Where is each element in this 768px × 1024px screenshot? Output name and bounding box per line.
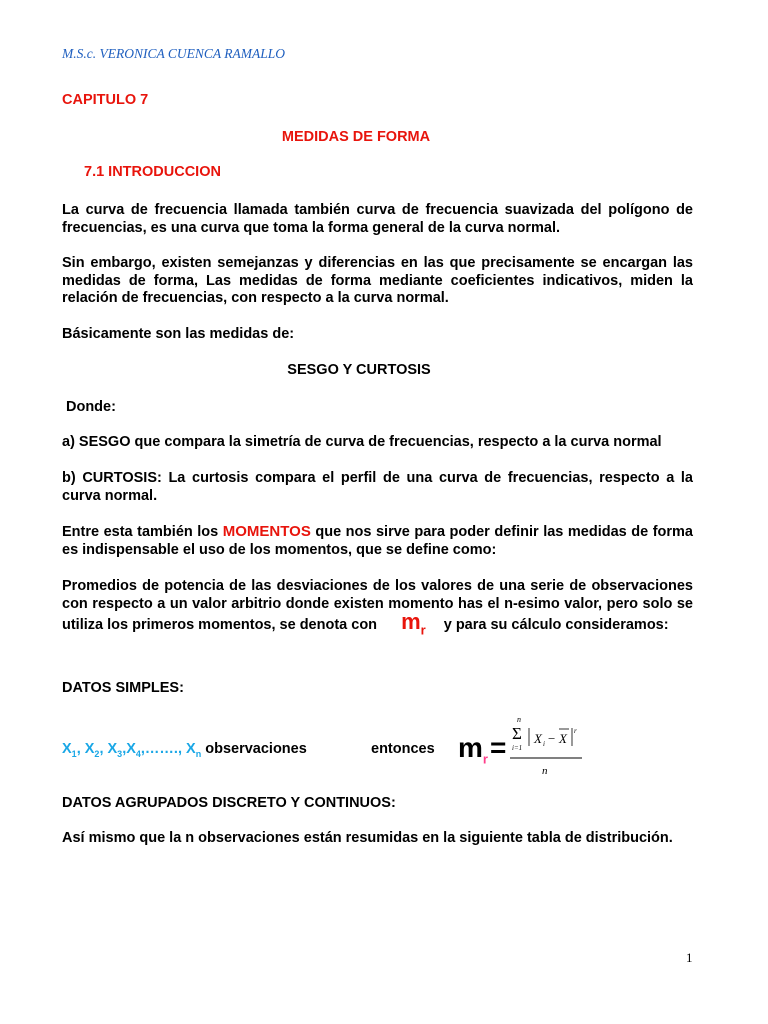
observaciones-label: observaciones [205,741,307,757]
power-r: r [574,727,577,735]
chapter-label: CAPITULO 7 [62,92,149,108]
mr-symbol-formula: $m_r=$ [458,732,507,767]
paragraph-momentos [62,523,693,559]
promedios-text-post: y para su cálculo consideramos: [443,617,669,633]
sum-upper-limit: n [517,715,521,724]
x1-variable: $X_1$, [62,741,81,759]
momentos-text-post: que nos sirve para poder definir las medidas de forma es indispensable el uso de los momentos, que se define como: [62,524,693,558]
definition-sesgo: a) SESGO que compara la simetría de curva de frecuencias, respecto a la curva normal [62,434,662,450]
entonces-label: entonces [371,741,435,757]
sum-lower-limit: i=1 [512,744,523,752]
momentos-highlight: MOMENTOS [222,523,311,540]
subtitle-sesgo-curtosis: SESGO Y CURTOSIS [287,362,431,378]
page-number: 1 [686,950,693,965]
minus-sign: − [548,731,556,746]
paragraph-curve-description: La curva de frecuencia llamada también curva de frecuencia suavizada del polígono de frecuencias, es una curva que toma la forma general de la curva normal. [62,202,693,236]
xn-variable: $X_n$ [186,741,202,759]
xbar-variable: X [559,731,567,746]
denominator-n: n [542,765,548,777]
xi-variable: X [534,731,542,746]
promedios-text: Promedios de potencia de las desviaciones de los valores de una serie de observaciones con respecto a un valor arbitrio donde existen momento has el n-esimo valor, pero solo se utiliza los primeros momentos, se denota con [62,578,693,633]
xi-subscript: i [543,740,545,748]
x4-variable: $X_4$ [126,741,141,759]
x3-variable: $X_3$, [107,741,127,759]
donde-label: Donde: [66,399,116,415]
section-heading: 7.1 INTRODUCCION [84,164,221,180]
paragraph-similarities: Sin embargo, existen semejanzas y diferencias en las que precisamente se encargan las medidas de forma, Las medidas de forma mediante coeficientes indicativos, miden la relación de frecuencias, con respecto a la curva normal. [62,255,693,306]
paragraph-measures-intro: Básicamente son las medidas de: [62,326,295,342]
definition-curtosis: b) CURTOSIS: La curtosis compara el perfil de una curva de frecuencias, respecto a la curva normal. [62,470,693,504]
x2-variable: $X_2$, [84,741,104,759]
moment-formula [458,714,588,780]
ellipsis: ,……., [140,741,182,757]
mr-symbol-inline: $m_r$ [401,609,426,638]
momentos-text-pre: Entre esta también los [62,524,223,540]
author-header: M.S.c. VERONICA CUENCA RAMALLO [62,46,285,61]
datos-agrupados-heading: DATOS AGRUPADOS DISCRETO Y CONTINUOS: [62,795,396,811]
page-title: MEDIDAS DE FORMA [281,129,431,145]
paragraph-promedios [62,577,693,638]
formula-fraction-svg [458,714,588,780]
datos-simples-heading: DATOS SIMPLES: [62,680,184,696]
paragraph-distribution: Así mismo que la n observaciones están resumidas en la siguiente tabla de distribución. [62,830,673,846]
summation-icon: Σ [512,724,522,743]
